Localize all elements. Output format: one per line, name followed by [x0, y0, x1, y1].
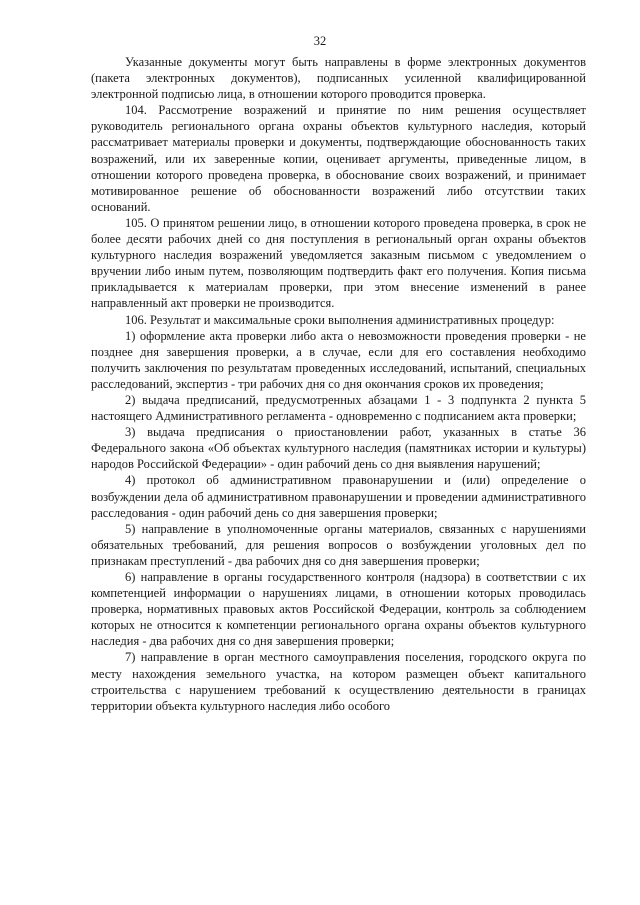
paragraph-104: 104. Рассмотрение возражений и принятие по ним решения осуществляет руководитель регионального органа охраны объектов культурного наследия, который рассматривает материалы проверки и документы, подтверждающие обоснованность таких возражений, или их заверенные копии, оценивает аргументы, приведенные лицом, в отношении которого проведена проверка, в обоснование своих возражений, и принимает мотивированное решение об обоснованности возражений либо отсутствии таких оснований.	[91, 103, 586, 214]
page-number: 32	[313, 34, 327, 48]
paragraph-105: 105. О принятом решении лицо, в отношении которого проведена проверка, в срок не более десяти рабочих дней со дня поступления в региональный орган охраны объектов культурного наследия возражений уведомляется заказным письмом с уведомлением о вручении либо иным путем, позволяющим подтвердить факт его получения. Копия письма прикладывается к материалам проверки, при этом внесение изменений в ранее направленный акт проверки не производится.	[91, 215, 586, 311]
paragraph-documents-electronic: Указанные документы могут быть направлены в форме электронных документов (пакета электронных документов), подписанных усиленной квалифицированной электронной подписью лица, в отношении которого проводится проверка.	[91, 55, 586, 102]
list-item-4: 4) протокол об административном правонарушении и (или) определение о возбуждении дела об административном правонарушении и проведении административного расследования - один рабочий день со дня завершения проверки;	[91, 473, 586, 520]
list-item-2: 2) выдача предписаний, предусмотренных абзацами 1 - 3 подпункта 2 пункта 5 настоящего Административного регламента - одновременно с подписанием акта проверки;	[91, 392, 586, 424]
list-item-5: 5) направление в уполномоченные органы материалов, связанных с нарушениями обязательных требований, для решения вопросов о возбуждении уголовных дел по признакам преступлений - два рабочих дня со дня завершения проверки;	[91, 521, 586, 568]
list-item-1: 1) оформление акта проверки либо акта о невозможности проведения проверки - не позднее дня завершения проверки, а в случае, если для его составления необходимо получить заключения по результатам проведенных исследований, испытаний, специальных расследований, экспертиз - три рабочих дня со дня окончания сроков их проведения;	[91, 328, 586, 391]
list-item-3: 3) выдача предписания о приостановлении работ, указанных в статье 36 Федерального закона «Об объектах культурного наследия (памятниках истории и культуры) народов Российской Федерации» - один рабочий день со дня выявления нарушений;	[91, 425, 586, 472]
document-text	[91, 54, 586, 714]
list-item-6: 6) направление в органы государственного контроля (надзора) в соответствии с их компетенцией информации о нарушениях лицами, в отношении которых проводилась проверка, нормативных правовых актов Российской Федерации, контроль за соблюдением которых не относится к компетенции регионального органа охраны объектов культурного наследия - два рабочих дня со дня завершения проверки;	[91, 570, 586, 649]
list-item-7: 7) направление в орган местного самоуправления поселения, городского округа по месту нахождения земельного участка, на котором размещен объект капитального строительства с нарушением требований к осуществлению деятельности в границах территории объекта культурного наследия либо особого	[91, 650, 586, 713]
paragraph-106: 106. Результат и максимальные сроки выполнения административных процедур:	[125, 312, 555, 327]
